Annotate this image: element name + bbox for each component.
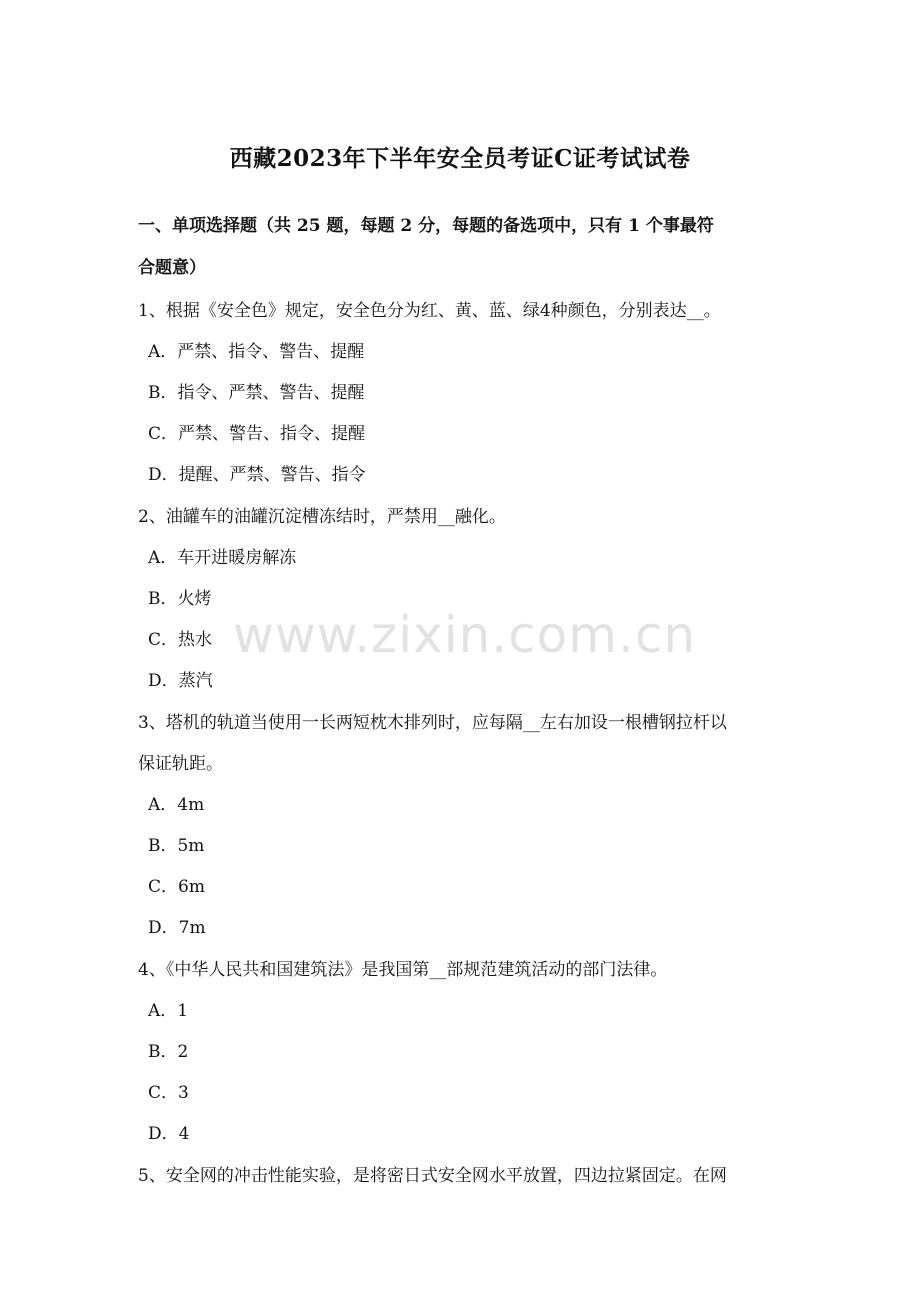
question-3-option-b: B．5m [148, 836, 205, 856]
question-1-option-c: C．严禁、警告、指令、提醒 [148, 424, 366, 444]
watermark: www.zixin.com.cn [233, 606, 697, 664]
question-4-option-d: D．4 [148, 1124, 190, 1144]
question-3-stem-line-2: 保证轨距。 [138, 754, 223, 774]
question-2-stem: 2、油罐车的油罐沉淀槽冻结时，严禁用__融化。 [138, 507, 506, 527]
question-3-option-c: C．6m [148, 877, 205, 897]
question-4-stem: 4、《中华人民共和国建筑法》是我国第__部规范建筑活动的部门法律。 [138, 960, 668, 980]
question-1-option-d: D．提醒、严禁、警告、指令 [148, 465, 366, 485]
question-1-stem: 1、根据《安全色》规定，安全色分为红、黄、蓝、绿4种颜色，分别表达__。 [138, 301, 721, 321]
section-heading-line-2: 合题意） [138, 258, 206, 278]
question-4-option-b: B．2 [148, 1042, 189, 1062]
question-3-stem-line-1: 3、塔机的轨道当使用一长两短枕木排列时，应每隔__左右加设一根槽钢拉杆以 [138, 713, 727, 733]
question-2-option-d: D．蒸汽 [148, 671, 213, 691]
question-2-option-b: B．火烤 [148, 589, 212, 609]
question-2-option-a: A．车开进暖房解冻 [148, 548, 297, 568]
question-5-stem-line-1: 5、安全网的冲击性能实验，是将密日式安全网水平放置，四边拉紧固定。在网 [138, 1166, 727, 1186]
section-heading-line-1: 一、单项选择题（共 25 题，每题 2 分，每题的备选项中，只有 1 个事最符 [138, 216, 714, 236]
question-2-option-c: C．热水 [148, 630, 213, 650]
question-1-option-b: B．指令、严禁、警告、提醒 [148, 383, 365, 403]
question-3-option-a: A．4m [148, 795, 205, 815]
question-3-option-d: D．7m [148, 918, 206, 938]
question-1-option-a: A．严禁、指令、警告、提醒 [148, 342, 365, 362]
question-4-option-a: A．1 [148, 1001, 189, 1021]
question-4-option-c: C．3 [148, 1083, 189, 1103]
document-title: 西藏2023年下半年安全员考证C证考试试卷 [229, 145, 691, 172]
